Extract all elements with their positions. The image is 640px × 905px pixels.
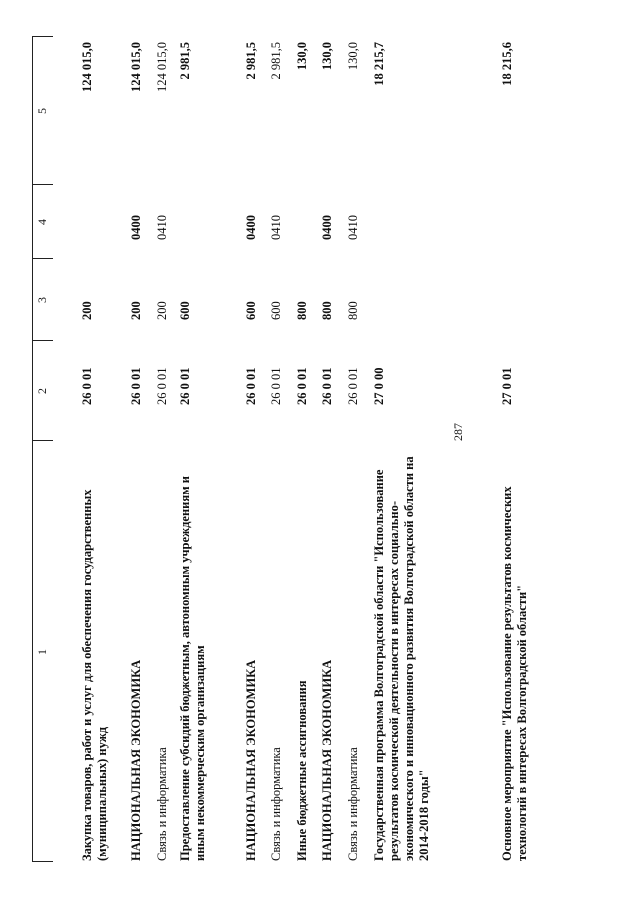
row-target-code: 26 0 01 <box>129 367 143 405</box>
column-divider <box>32 861 53 862</box>
row-amount: 130,0 <box>346 42 360 71</box>
row-expense-type: 600 <box>269 301 283 320</box>
row-expense-type: 800 <box>346 301 360 320</box>
row-name: Основное мероприятие "Использование результатов космических технологий в интересах Волгоградской области" <box>500 486 529 861</box>
row-target-code: 26 0 01 <box>155 367 169 405</box>
row-section: 0400 <box>244 215 258 240</box>
row-name: НАЦИОНАЛЬНАЯ ЭКОНОМИКА <box>320 659 334 861</box>
column-divider <box>32 184 53 185</box>
row-name: Закупка товаров, работ и услуг для обеспечения государственных (муниципальных) нужд <box>80 489 109 861</box>
row-expense-type: 200 <box>80 301 94 320</box>
page-number: 287 <box>451 423 465 441</box>
row-name: Иные бюджетные ассигнования <box>295 680 309 861</box>
table-top-rule <box>32 37 33 862</box>
row-section: 0400 <box>320 215 334 240</box>
row-amount: 124 015,0 <box>80 42 94 92</box>
row-amount: 124 015,0 <box>155 42 169 92</box>
column-number-1: 1 <box>35 649 49 655</box>
row-section: 0400 <box>129 215 143 240</box>
column-divider <box>32 340 53 341</box>
row-amount: 18 215,7 <box>372 42 386 86</box>
column-number-3: 3 <box>35 297 49 303</box>
row-name: Связь и информатика <box>346 747 360 861</box>
row-expense-type: 200 <box>129 301 143 320</box>
column-number-2: 2 <box>35 388 49 394</box>
row-amount: 130,0 <box>320 42 334 71</box>
row-target-code: 27 0 00 <box>372 367 386 405</box>
row-name: Предоставление субсидий бюджетным, автономным учреждениям и иным некоммерческим организациям <box>178 476 207 861</box>
row-target-code: 26 0 01 <box>244 367 258 405</box>
row-expense-type: 800 <box>320 301 334 320</box>
row-amount: 2 981,5 <box>178 42 192 80</box>
row-target-code: 26 0 01 <box>80 367 94 405</box>
row-amount: 2 981,5 <box>269 42 283 80</box>
row-target-code: 26 0 01 <box>178 367 192 405</box>
row-name: Связь и информатика <box>155 747 169 861</box>
row-section: 0410 <box>346 215 360 240</box>
row-section: 0410 <box>269 215 283 240</box>
column-divider <box>32 258 53 259</box>
row-name: Государственная программа Волгоградской области "Использование результатов космической деятельности в интересах социально-экономического и инновационного развития Волгоградской области на 2014-2018 годы" <box>372 456 431 861</box>
row-expense-type: 600 <box>244 301 258 320</box>
row-name: НАЦИОНАЛЬНАЯ ЭКОНОМИКА <box>244 659 258 861</box>
row-target-code: 26 0 01 <box>269 367 283 405</box>
column-number-4: 4 <box>35 219 49 225</box>
column-number-5: 5 <box>35 108 49 114</box>
row-amount: 2 981,5 <box>244 42 258 80</box>
row-target-code: 27 0 01 <box>500 367 514 405</box>
row-expense-type: 600 <box>178 301 192 320</box>
row-target-code: 26 0 01 <box>320 367 334 405</box>
row-amount: 18 215,6 <box>500 42 514 86</box>
row-expense-type: 800 <box>295 301 309 320</box>
column-divider <box>32 440 53 441</box>
row-amount: 130,0 <box>295 42 309 71</box>
row-name: Связь и информатика <box>269 747 283 861</box>
row-section: 0410 <box>155 215 169 240</box>
row-expense-type: 200 <box>155 301 169 320</box>
row-name: НАЦИОНАЛЬНАЯ ЭКОНОМИКА <box>129 659 143 861</box>
row-amount: 124 015,0 <box>129 42 143 92</box>
column-divider <box>32 36 53 37</box>
row-target-code: 26 0 01 <box>346 367 360 405</box>
row-target-code: 26 0 01 <box>295 367 309 405</box>
